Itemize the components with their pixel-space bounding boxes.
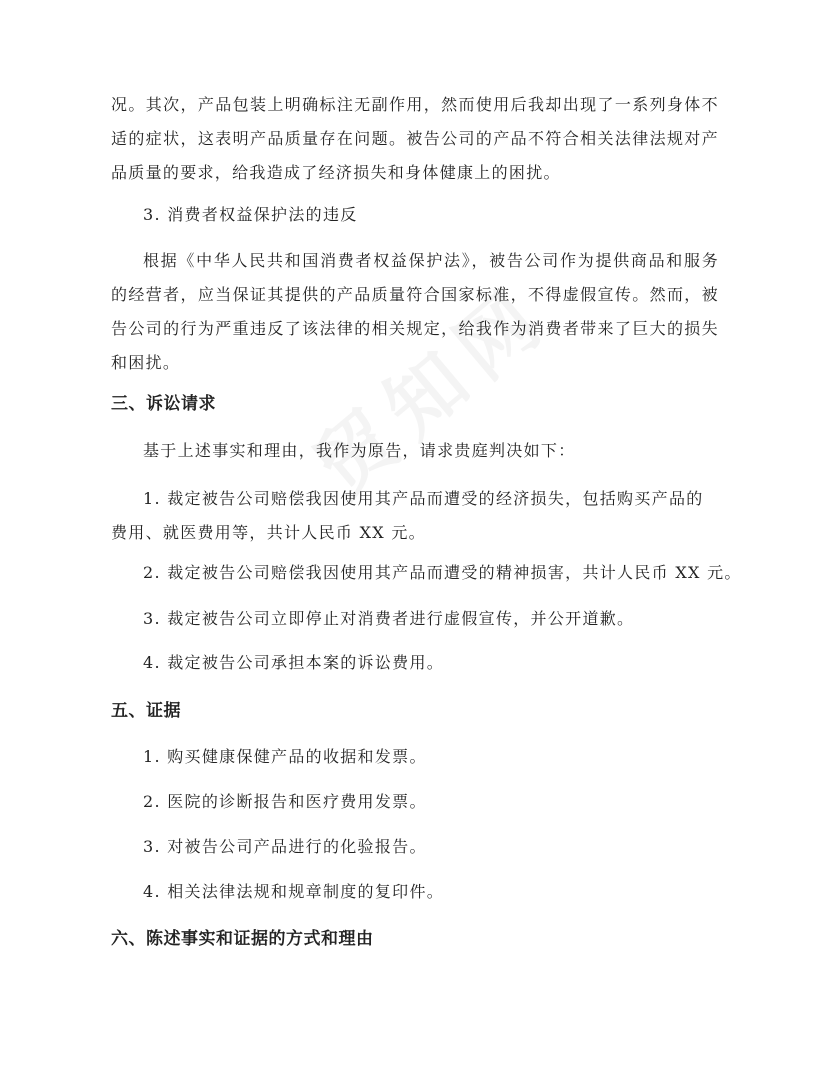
evidence-item-3: 3. 对被告公司产品进行的化验报告。 [143, 837, 427, 856]
evidence-item-4: 4. 相关法律法规和规章制度的复印件。 [143, 882, 445, 901]
evidence-item-2: 2. 医院的诊断报告和医疗费用发票。 [143, 792, 427, 811]
evidence-item-1: 1. 购买健康保健产品的收据和发票。 [143, 747, 427, 766]
claims-intro: 基于上述事实和理由，我作为原告，请求贵庭判决如下： [143, 441, 576, 460]
consumer-law-subtitle: 3. 消费者权益保护法的违反 [143, 205, 358, 224]
claims-item-3: 3. 裁定被告公司立即停止对消费者进行虚假宣传，并公开道歉。 [143, 609, 635, 628]
method-heading: 六、陈述事实和证据的方式和理由 [111, 929, 374, 949]
continued-paragraph: 况。其次，产品包装上明确标注无副作用，然而使用后我却出现了一系列身体不适的症状，这表明产品质量存在问题。被告公司的产品不符合相关法律法规对产品质量的要求，给我造成了经济损失和身体健康上的困扰。 [111, 95, 719, 182]
claims-item-1: 1. 裁定被告公司赔偿我因使用其产品而遭受的经济损失，包括购买产品的费用、就医费用等，共计人民币 XX 元。 [111, 489, 704, 542]
evidence-heading: 五、证据 [111, 701, 181, 721]
claims-item-2: 2. 裁定被告公司赔偿我因使用其产品而遭受的精神损害，共计人民币 XX 元。 [143, 563, 742, 582]
claims-heading: 三、诉讼请求 [111, 394, 216, 414]
consumer-law-paragraph: 根据《中华人民共和国消费者权益保护法》，被告公司作为提供商品和服务的经营者，应当保证其提供的产品质量符合国家标准，不得虚假宣传。然而，被告公司的行为严重违反了该法律的相关规定，给我作为消费者带来了巨大的损失和困扰。 [111, 251, 719, 372]
claims-item-4: 4. 裁定被告公司承担本案的诉讼费用。 [143, 653, 445, 672]
